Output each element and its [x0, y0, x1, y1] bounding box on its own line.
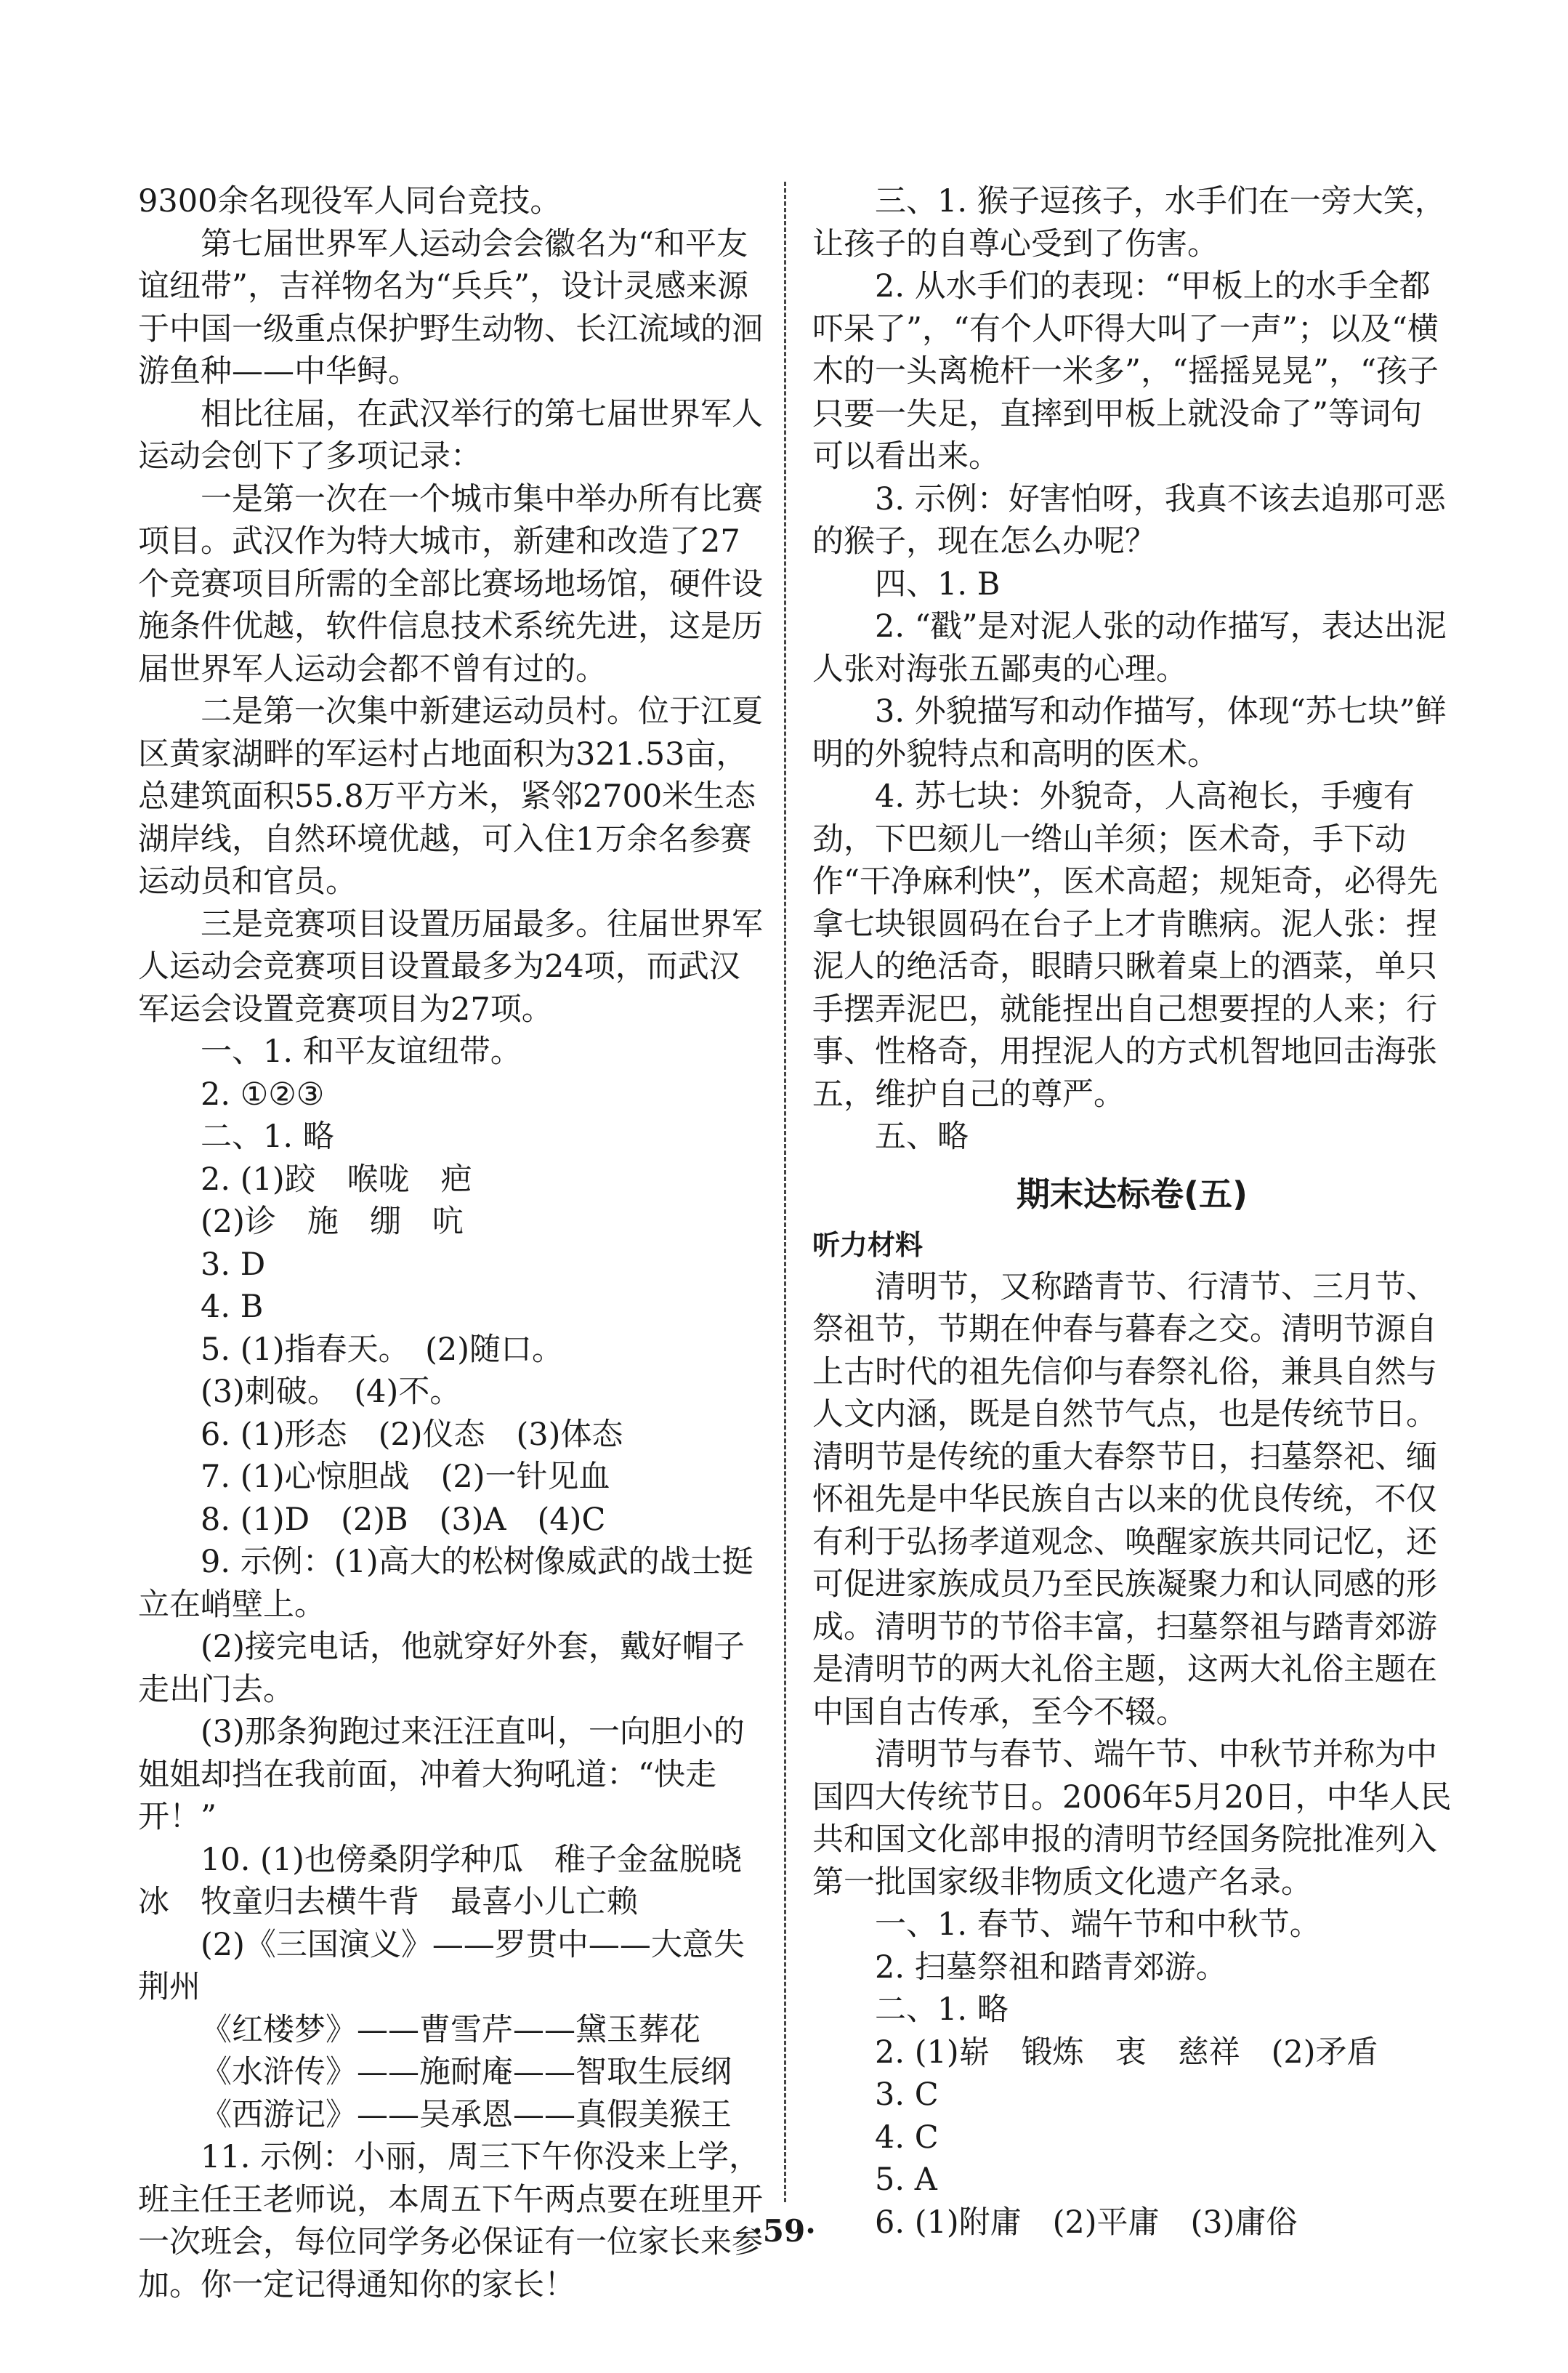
right-column: [812, 180, 1452, 2244]
paragraph: 2. “戳”是对泥人张的动作描写，表达出泥人张对海张五鄙夷的心理。: [812, 608, 1447, 688]
section-title: 期末达标卷(五): [1016, 1174, 1248, 1214]
paragraph: 7. (1)心惊胆战 (2)一针见血: [201, 1459, 610, 1495]
paragraph: 4. B: [201, 1289, 264, 1325]
paragraph: 《水浒传》——施耐庵——智取生辰纲: [201, 2054, 732, 2090]
paragraph: 相比往届，在武汉举行的第七届世界军人运动会创下了多项记录：: [138, 395, 763, 475]
paragraph: 6. (1)附庸 (2)平庸 (3)庸俗: [875, 2204, 1298, 2241]
paragraph: 一、1. 和平友谊纽带。: [201, 1034, 522, 1070]
answers-block: [812, 180, 1452, 1159]
listening-block: [812, 1266, 1452, 2244]
paragraph: 4. 苏七块：外貌奇，人高袍长，手瘦有劲，下巴颏儿一绺山羊须；医术奇，手下动作“干净麻利快”，医术高超；规矩奇，必得先拿七块银圆码在台子上才肯瞧病。泥人张：捏泥人的绝活奇，眼睛只瞅着桌上的酒菜，单只手摆弄泥巴，就能捏出自己想要捏的人来；行事、性格奇，用捏泥人的方式机智地回击海张五，维护自己的尊严。: [812, 778, 1438, 1113]
paragraph: (3)那条狗跑过来汪汪直叫，一向胆小的姐姐却挡在我前面，冲着大狗吼道：“快走开！”: [138, 1714, 745, 1835]
paragraph: 《红楼梦》——曹雪芹——黛玉葬花: [201, 2011, 700, 2048]
paragraph: 清明节与春节、端午节、中秋节并称为中国四大传统节日。2006年5月20日，中华人民共和国文化部申报的清明节经国务院批准列入第一批国家级非物质文化遗产名录。: [812, 1736, 1452, 1901]
paragraph: 第七届世界军人运动会会徽名为“和平友谊纽带”，吉祥物名为“兵兵”，设计灵感来源于中国一级重点保护野生动物、长江流域的洄游鱼种——中华鲟。: [138, 225, 763, 390]
paragraph: 四、1. B: [875, 565, 1001, 603]
paragraph: 2. ①②③: [201, 1076, 325, 1113]
paragraph: (2)诊 施 绷 吭: [201, 1204, 464, 1240]
paragraph: 一是第一次在一个城市集中举办所有比赛项目。武汉作为特大城市，新建和改造了27个竞赛项目所需的全部比赛场地场馆，硬件设施条件优越，软件信息技术系统先进，这是历届世界军人运动会都不曾有过的。: [138, 480, 763, 688]
paragraph: 3. 示例：好害怕呀，我真不该去追那可恶的猴子，现在怎么办呢？: [812, 480, 1446, 560]
paragraph: 9300余名现役军人同台竞技。: [138, 183, 562, 219]
paragraph: 三是竞赛项目设置历届最多。往届世界军人运动会竞赛项目设置最多为24项，而武汉军运会设置竞赛项目为27项。: [138, 906, 763, 1028]
page-number: ·59·: [752, 2213, 816, 2249]
paragraph: 3. C: [875, 2076, 939, 2113]
paragraph: 二、1. 略: [201, 1119, 334, 1155]
listening-label: 听力材料: [812, 1228, 924, 1261]
paragraph: (2)《三国演义》——罗贯中——大意失荆州: [138, 1926, 745, 2005]
paragraph: (2)接完电话，他就穿好外套，戴好帽子走出门去。: [138, 1629, 745, 1708]
paragraph: 2. 从水手们的表现：“甲板上的水手全都吓呆了”，“有个人吓得大叫了一声”；以及“横木的一头离桅杆一米多”，“摇摇晃晃”，“孩子只要一失足，直摔到甲板上就没命了”等词句可以看出来。: [812, 268, 1439, 475]
paragraph: 清明节，又称踏青节、行清节、三月节、祭祖节，节期在仲春与暮春之交。清明节源自上古时代的祖先信仰与春祭礼俗，兼具自然与人文内涵，既是自然节气点，也是传统节日。清明节是传统的重大春祭节日，扫墓祭祀、缅怀祖先是中华民族自古以来的优良传统，不仅有利于弘扬孝道观念、唤醒家族共同记忆，还可促进家族成员乃至民族凝聚力和认同感的形成。清明节的节俗丰富，扫墓祭祖与踏青郊游是清明节的两大礼俗主题，这两大礼俗主题在中国自古传承，至今不辍。: [812, 1268, 1437, 1731]
paragraph: 3. D: [201, 1246, 266, 1283]
paragraph: 2. 扫墓祭祖和踏青郊游。: [875, 1949, 1227, 1986]
paragraph: 3. 外貌描写和动作描写，体现“苏七块”鲜明的外貌特点和高明的医术。: [812, 693, 1447, 773]
column-divider: [784, 182, 786, 2202]
paragraph: 8. (1)D (2)B (3)A (4)C: [201, 1501, 606, 1538]
paragraph: 五、略: [875, 1119, 969, 1155]
paragraph: 6. (1)形态 (2)仪态 (3)体态: [201, 1416, 623, 1453]
paragraph: (3)刺破。 (4)不。: [201, 1374, 461, 1410]
paragraph: 2. (1)跤 喉咙 疤: [201, 1161, 472, 1198]
paragraph: 11. 示例：小丽，周三下午你没来上学，班主任王老师说，本周五下午两点要在班里开一次班会，每位同学务必保证有一位家长来参加。你一定记得通知你的家长！: [138, 2139, 763, 2303]
paragraph: 一、1. 春节、端午节和中秋节。: [875, 1906, 1321, 1943]
paragraph: 三、1. 猴子逗孩子，水手们在一旁大笑，让孩子的自尊心受到了伤害。: [812, 183, 1446, 262]
paragraph: 5. (1)指春天。 (2)随口。: [201, 1331, 564, 1368]
paragraph: 2. (1)崭 锻炼 衷 慈祥 (2)矛盾: [875, 2034, 1378, 2071]
paragraph: 二是第一次集中新建运动员村。位于江夏区黄家湖畔的军运村占地面积为321.53亩，总建筑面积55.8万平方米，紧邻2700米生态湖岸线，自然环境优越，可入住1万余名参赛运动员和官员。: [138, 693, 763, 900]
paragraph: 《西游记》——吴承恩——真假美猴王: [201, 2096, 732, 2133]
paragraph: 二、1. 略: [875, 1991, 1009, 2028]
paragraph: 9. 示例：(1)高大的松树像威武的战士挺立在峭壁上。: [138, 1544, 753, 1623]
left-column: [138, 180, 763, 2306]
paragraph: 4. C: [875, 2119, 939, 2156]
paragraph: 5. A: [875, 2162, 937, 2198]
paragraph: 10. (1)也傍桑阴学种瓜 稚子金盆脱晓冰 牧童归去横牛背 最喜小儿亡赖: [138, 1841, 742, 1920]
